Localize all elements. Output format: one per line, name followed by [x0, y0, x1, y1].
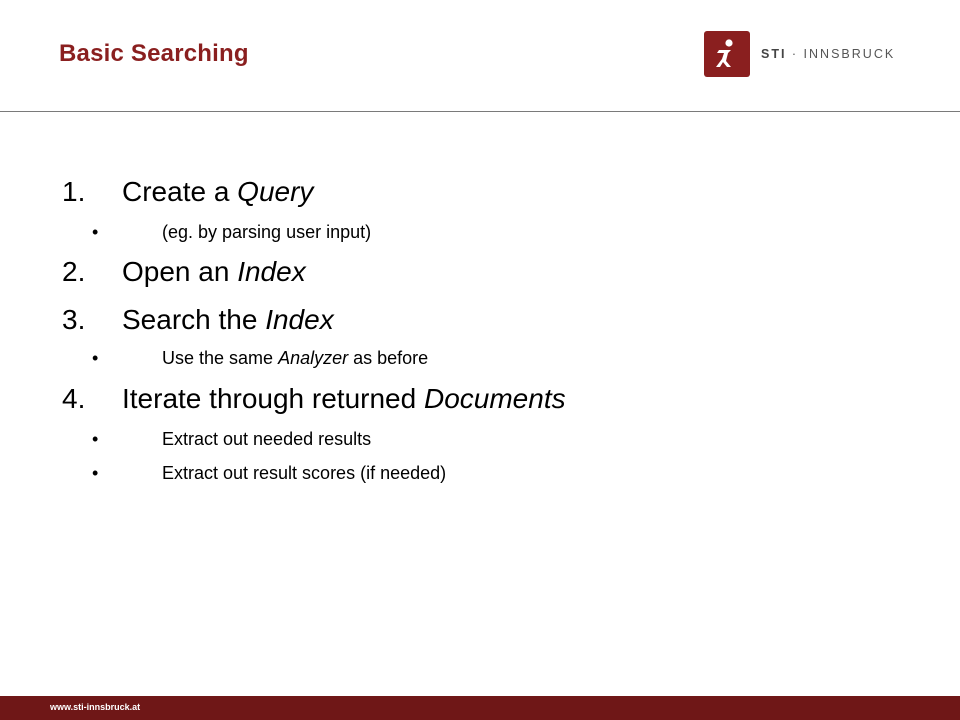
slide-title: Basic Searching	[59, 40, 249, 67]
sub-text: Extract out needed results	[162, 429, 372, 449]
list-number: 2.	[62, 256, 86, 287]
list-text	[122, 304, 334, 336]
sub-text: (eg. by parsing user input)	[162, 222, 372, 242]
list-text	[122, 383, 566, 415]
footer-url: www.sti-innsbruck.at	[50, 702, 141, 712]
sub-text	[162, 348, 428, 369]
list-text-italic: Index	[237, 256, 306, 287]
list-text-italic: Query	[237, 176, 314, 207]
list-number: 3.	[62, 304, 86, 335]
bullet: •	[92, 429, 99, 449]
list-text	[122, 176, 313, 208]
bullet: •	[92, 463, 99, 483]
sub-text-before: Use the same	[162, 348, 279, 368]
list-text-italic: Index	[265, 304, 334, 335]
footer-bar	[0, 696, 960, 720]
sub-text-after: as before	[348, 348, 429, 368]
logo-wordmark-rest: · INNSBRUCK	[786, 47, 896, 61]
bullet: •	[92, 348, 99, 368]
bullet: •	[92, 222, 99, 242]
list-text-plain: Search the	[122, 304, 266, 335]
list-text	[122, 256, 306, 288]
list-text-plain: Iterate through returned	[122, 383, 424, 414]
list-number: 4.	[62, 383, 86, 414]
list-text-plain: Open an	[122, 256, 238, 287]
list-number: 1.	[62, 176, 86, 207]
list-text-italic: Documents	[423, 383, 566, 414]
sub-text-italic: Analyzer	[278, 348, 349, 368]
sub-text: Extract out result scores (if needed)	[162, 463, 447, 483]
logo-wordmark-sti: STI	[761, 47, 787, 61]
list-text-plain: Create a	[122, 176, 238, 207]
